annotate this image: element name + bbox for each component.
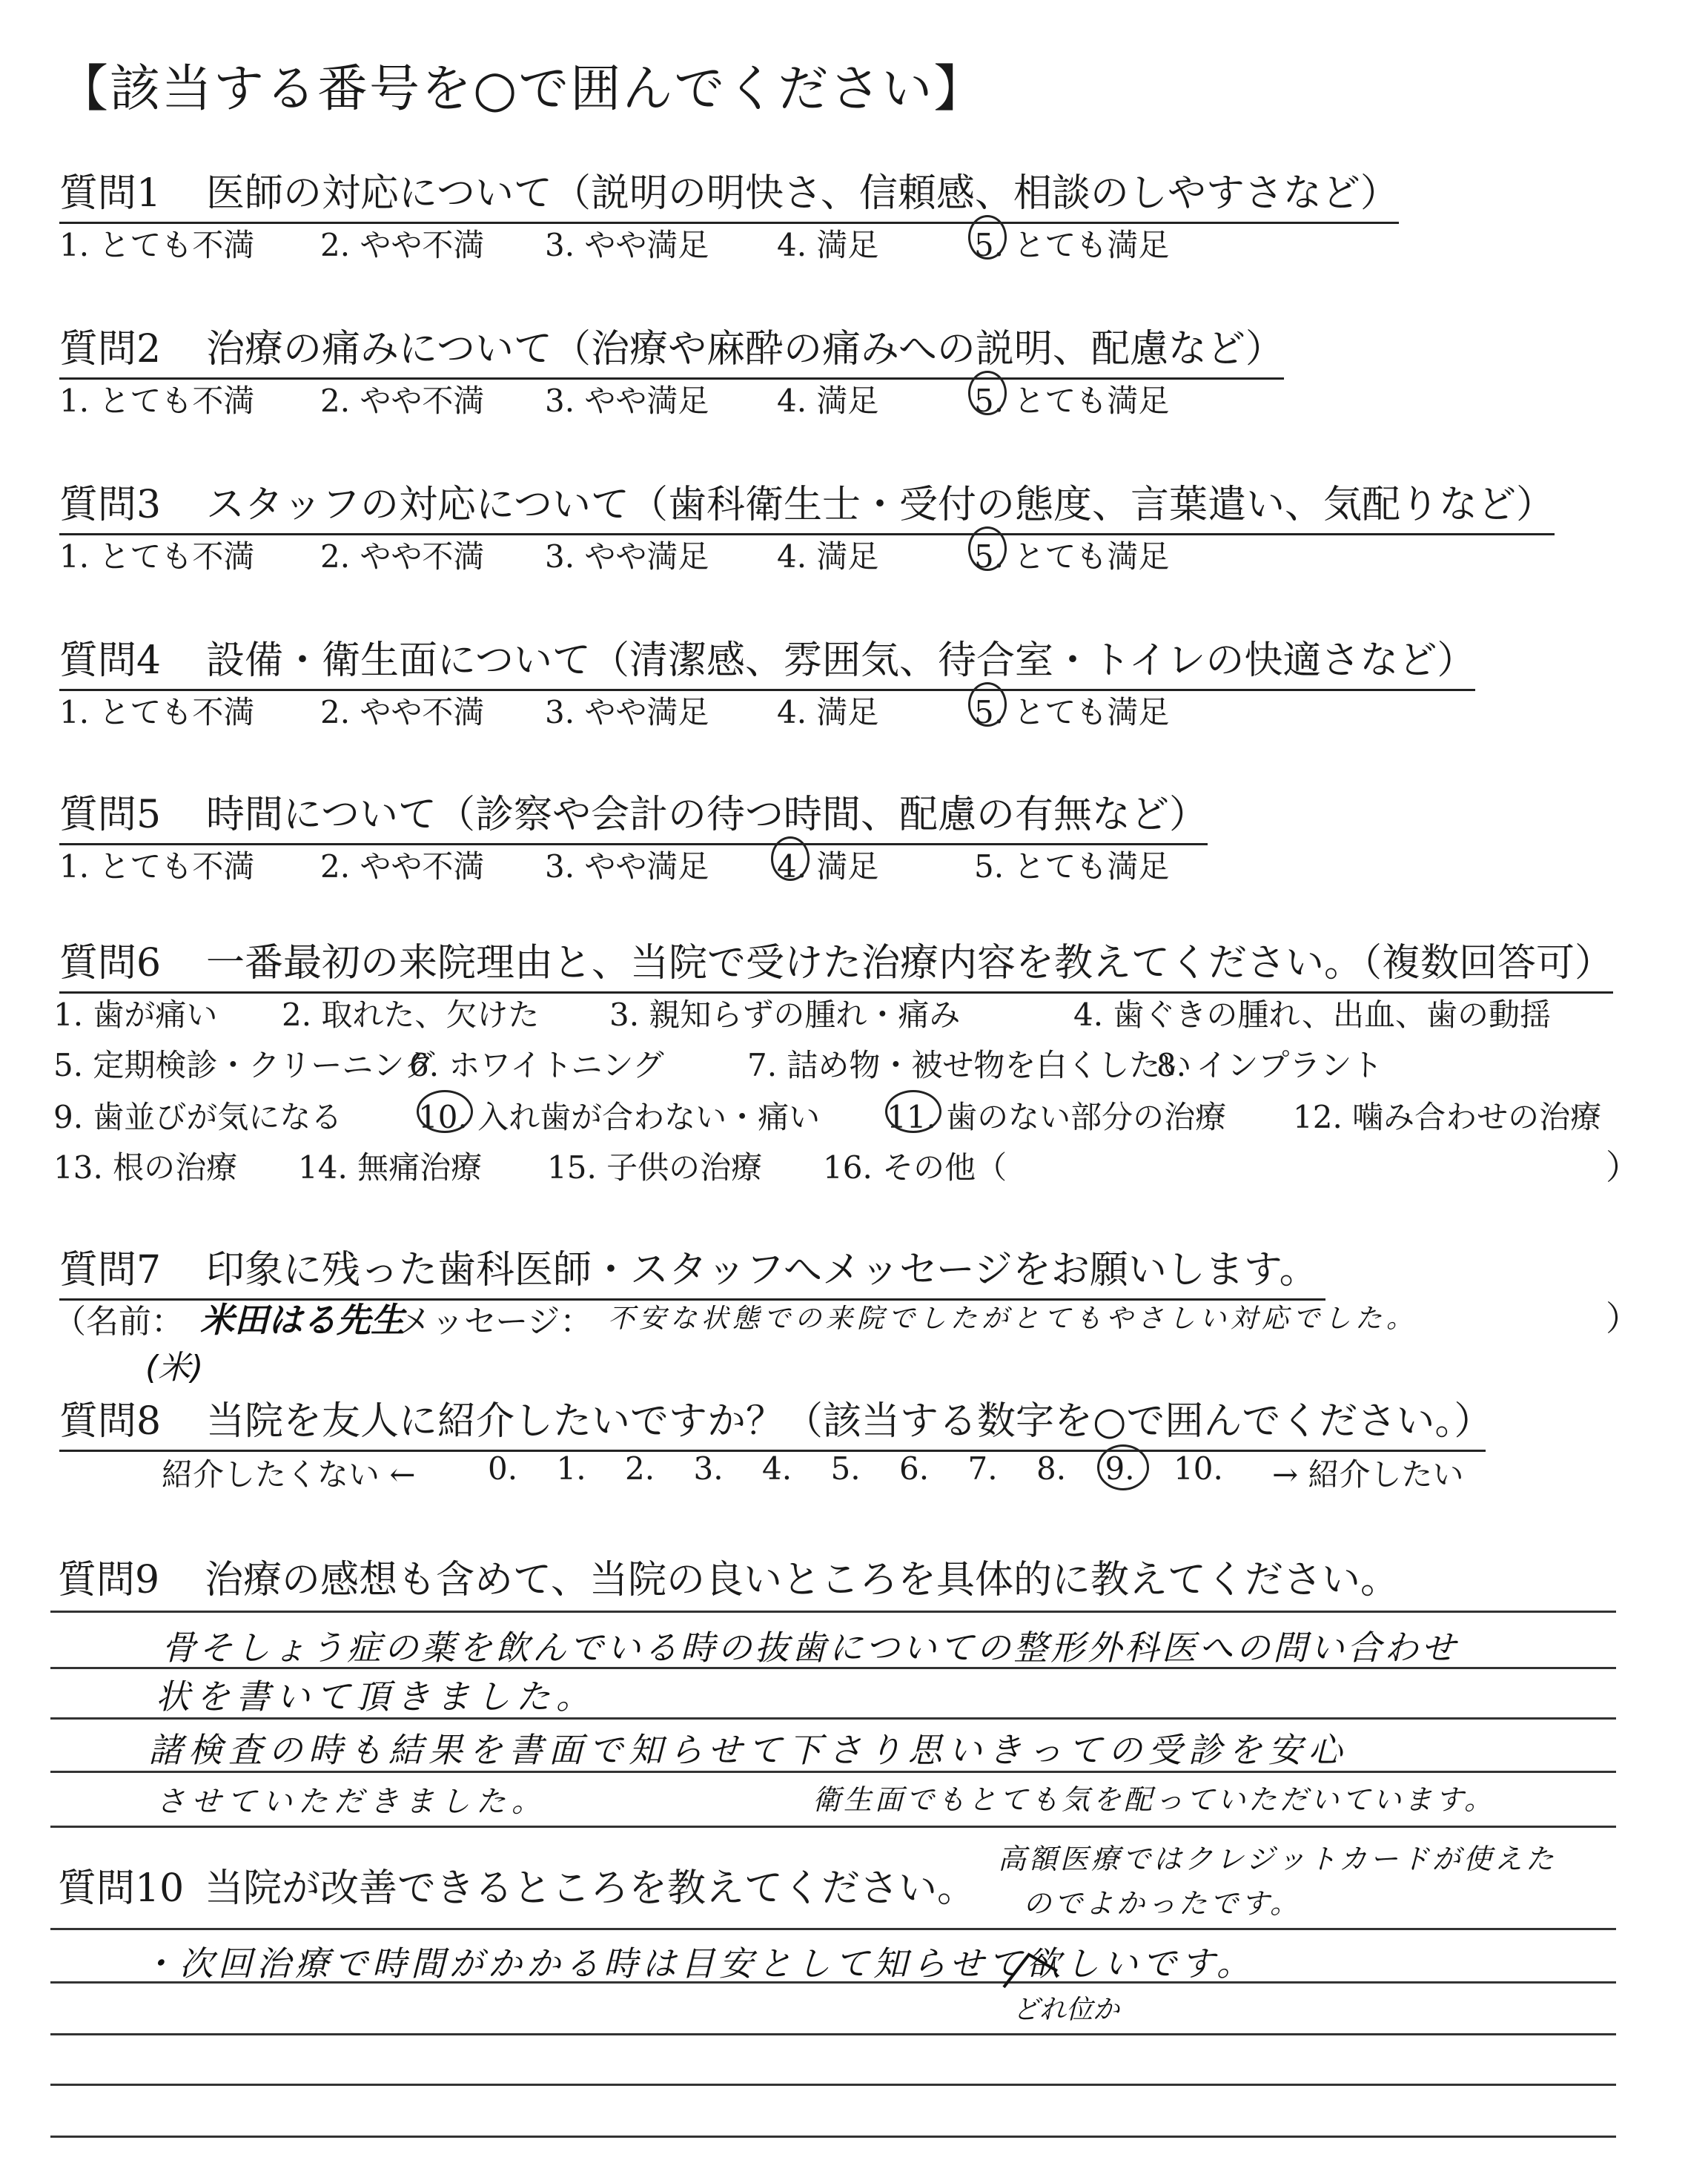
q6-close-paren: ） [1606,1147,1640,1187]
q5-text: 時間について（診察や会計の待つ時間、配慮の有無など） [206,793,1208,837]
q8-right-label: → 紹介したい [1272,1456,1464,1493]
q1-option-1[interactable]: 1. とても不満 [59,227,255,263]
q8-scale-4[interactable]: 4. [762,1450,792,1487]
q8-number: 質問8 [59,1399,162,1444]
q9-number: 質問9 [58,1558,160,1602]
q3-option-1[interactable]: 1. とても不満 [59,538,255,575]
q9-text: 治療の感想も含めて、当院の良いところを具体的に教えてください。 [205,1558,1399,1602]
q7-number: 質問7 [59,1248,162,1292]
q2-selected-circle [968,371,1007,415]
q3-number: 質問3 [59,483,162,527]
q1-selected-circle [968,215,1007,260]
q6-option-5[interactable]: 5. 定期検診・クリーニング [53,1047,435,1083]
q6-option-8[interactable]: 8. インプラント [1156,1047,1383,1083]
q7-message-label: メッセージ： [399,1303,593,1341]
q9-rule-1 [50,1611,1616,1613]
q6-selected-11-circle [885,1090,941,1133]
q3-option-3[interactable]: 3. やや満足 [545,538,709,575]
q8-scale-3[interactable]: 3. [693,1450,724,1487]
q4-selected-circle [968,682,1007,727]
q2-text: 治療の痛みについて（治療や麻酔の痛みへの説明、配慮など） [206,327,1284,371]
insert-mark-icon [1001,1950,1060,1995]
q10-rule-4 [50,2084,1616,2086]
q5-option-3[interactable]: 3. やや満足 [545,848,709,885]
q8-scale-5[interactable]: 5. [830,1450,861,1487]
q2-option-4[interactable]: 4. 満足 [777,383,879,419]
q8-scale-0[interactable]: 0. [488,1450,518,1487]
q10-note-line-2: のでよかったです。 [1023,1887,1301,1920]
q5-option-4[interactable]: 4. 満足 [777,848,879,885]
q10-note-line-1: 高額医療ではクレジットカードが使えた [998,1843,1557,1875]
q7-name-correction: (米) [145,1349,204,1387]
q6-selected-10-circle [417,1090,473,1133]
q6-option-11[interactable]: 11. 歯のない部分の治療 [887,1099,1227,1135]
q1-text: 医師の対応について（説明の明快さ、信頼感、相談のしやすさなど） [206,171,1399,216]
q6-option-7[interactable]: 7. 詰め物・被せ物を白くしたい [747,1047,1192,1083]
q1-option-5[interactable]: 5. とても満足 [974,227,1170,263]
q6-number: 質問6 [59,941,162,985]
q10-text: 当院が改善できるところを教えてください。 [205,1866,976,1911]
q5-heading [59,783,1208,845]
q8-selected-9-circle [1097,1444,1149,1490]
q7-close-paren: ） [1606,1298,1640,1338]
q8-scale-7[interactable]: 7. [967,1450,998,1487]
q6-option-16[interactable]: 16. その他（ [823,1149,1007,1186]
q5-option-5[interactable]: 5. とても満足 [974,848,1170,885]
q5-option-1[interactable]: 1. とても不満 [59,848,255,885]
q6-text: 一番最初の来院理由と、当院で受けた治療内容を教えてください。（複数回答可） [206,941,1614,985]
q8-scale-9[interactable]: 9. [1105,1450,1135,1487]
q2-option-2[interactable]: 2. やや不満 [320,383,485,419]
q5-selected-circle [771,836,810,881]
q1-option-3[interactable]: 3. やや満足 [545,227,709,263]
q5-number: 質問5 [59,793,162,837]
q8-scale-8[interactable]: 8. [1036,1450,1067,1487]
q4-option-4[interactable]: 4. 満足 [777,694,879,730]
q1-option-2[interactable]: 2. やや不満 [320,227,485,263]
q8-text: 当院を友人に紹介したいですか？（該当する数字を○で囲んでください。） [206,1399,1493,1444]
q4-option-1[interactable]: 1. とても不満 [59,694,255,730]
q10-rule-5 [50,2136,1616,2138]
q9-answer-line-5: 衛生面でもとても気を配っていただいています。 [812,1783,1495,1816]
q8-scale-1[interactable]: 1. [556,1450,586,1487]
q8-scale-10[interactable]: 10. [1174,1450,1223,1487]
q8-left-label: 紹介したくない ← [162,1456,416,1493]
q10-rule-1 [50,1928,1616,1930]
q2-option-3[interactable]: 3. やや満足 [545,383,709,419]
q8-scale-2[interactable]: 2. [625,1450,655,1487]
q7-heading [59,1238,1325,1301]
q10-number: 質問10 [58,1866,185,1911]
q2-heading [59,317,1284,380]
q8-heading [59,1390,1493,1452]
q10-rule-3 [50,2033,1616,2035]
q6-option-10[interactable]: 10. 入れ歯が合わない・痛い [418,1099,821,1135]
q6-option-1[interactable]: 1. 歯が痛い [53,997,218,1033]
q9-answer-line-1: 骨そしょう症の薬を飲んでいる時の抜歯についての整形外科医への問い合わせ [162,1628,1459,1668]
form-title: 【該当する番号を○で囲んでください】 [58,60,986,119]
q3-heading [59,473,1555,535]
q6-heading [59,931,1613,994]
q6-option-6[interactable]: 6. ホワイトニング [409,1047,664,1083]
q2-option-5[interactable]: 5. とても満足 [974,383,1170,419]
q7-name-value: 米田はる先生 [200,1300,405,1340]
q4-option-5[interactable]: 5. とても満足 [974,694,1170,730]
q9-answer-line-3: 諸検査の時も結果を書面で知らせて下さり思いきっての受診を安心 [148,1730,1348,1770]
q10-insert-note: どれ位か [1013,1995,1120,2025]
q4-option-3[interactable]: 3. やや満足 [545,694,709,730]
q3-option-5[interactable]: 5. とても満足 [974,538,1170,575]
q8-scale-6[interactable]: 6. [899,1450,930,1487]
q9-heading [58,1548,1399,1604]
q9-answer-line-2: 状を書いて頂きました。 [156,1677,596,1717]
q7-message-value: 不安な状態での来院でしたがとてもやさしい対応でした。 [608,1304,1418,1334]
q6-option-2[interactable]: 2. 取れた、欠けた [282,997,540,1033]
q6-option-13[interactable]: 13. 根の治療 [53,1149,238,1186]
q4-option-2[interactable]: 2. やや不満 [320,694,485,730]
q7-name-label: （名前： [53,1303,184,1341]
q2-number: 質問2 [59,327,162,371]
q6-option-15[interactable]: 15. 子供の治療 [547,1149,763,1186]
q6-option-14[interactable]: 14. 無痛治療 [298,1149,483,1186]
q6-option-3[interactable]: 3. 親知らずの腫れ・痛み [609,997,961,1033]
q3-option-4[interactable]: 4. 満足 [777,538,879,575]
q10-answer-line-1: ・次回治療で時間がかかる時は目安として知らせて欲しいです。 [141,1943,1255,1984]
q6-option-9[interactable]: 9. 歯並びが気になる [53,1099,342,1135]
q9-answer-line-4: させていただきました。 [156,1785,547,1819]
q1-heading [59,162,1399,224]
q9-rule-5 [50,1826,1616,1828]
q4-text: 設備・衛生面について（清潔感、雰囲気、待合室・トイレの快適さなど） [206,638,1476,683]
q5-option-2[interactable]: 2. やや不満 [320,848,485,885]
q2-option-1[interactable]: 1. とても不満 [59,383,255,419]
q3-selected-circle [968,526,1007,571]
q6-option-4[interactable]: 4. 歯ぐきの腫れ、出血、歯の動揺 [1073,997,1551,1033]
q1-number: 質問1 [59,171,162,216]
q3-text: スタッフの対応について（歯科衛生士・受付の態度、言葉遣い、気配りなど） [206,483,1555,527]
q7-text: 印象に残った歯科医師・スタッフへメッセージをお願いします。 [206,1248,1318,1292]
q3-option-2[interactable]: 2. やや不満 [320,538,485,575]
q4-number: 質問4 [59,638,162,683]
q6-option-12[interactable]: 12. 噛み合わせの治療 [1293,1099,1602,1135]
q4-heading [59,629,1475,691]
q10-heading [58,1857,976,1912]
q1-option-4[interactable]: 4. 満足 [777,227,879,263]
